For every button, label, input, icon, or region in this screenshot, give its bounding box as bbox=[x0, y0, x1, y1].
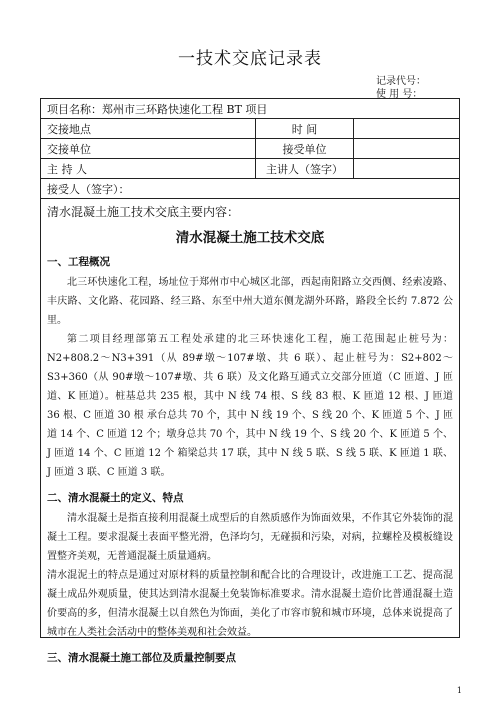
time-label: 时 间 bbox=[255, 119, 353, 138]
content-summary-label: 清水混凝土施工技术交底主要内容： bbox=[47, 205, 240, 219]
page-number: 1 bbox=[456, 686, 462, 695]
section-heading: 一、工程概况 bbox=[47, 256, 110, 268]
document-title: 一技术交底记录表 bbox=[178, 49, 322, 69]
section-paragraph: 清水混泥土的特点是通过对原材料的质量控制和配合比的合理设计，改进施工工艺、提高混凝土成品外观质量，使其达到清水混凝土免装饰标准要求。清水混凝土造价比普通混凝土造价要高的多，但清水混凝土以自然色为饰面，美化了市容市貌和城市环境，总体来说提高了城市在人类社会活动中的整体美观和社会效益。 bbox=[47, 570, 453, 638]
speaker-signature bbox=[353, 159, 459, 178]
use-number-label: 使 用 号： bbox=[376, 89, 423, 100]
record-table bbox=[40, 98, 460, 664]
receive-unit-value bbox=[353, 139, 459, 158]
time-value bbox=[353, 119, 459, 138]
project-row bbox=[41, 99, 459, 119]
record-code-label: 记录代号： bbox=[376, 76, 426, 87]
place-label: 交接地点 bbox=[47, 122, 91, 136]
host-label: 主 持 人 bbox=[47, 162, 87, 176]
speaker-label: 主讲人（签字） bbox=[255, 159, 353, 178]
place-row bbox=[41, 119, 459, 139]
receiver-row bbox=[41, 179, 459, 199]
project-name-cell: 项目名称：郑州市三环路快速化工程 BT 项目 bbox=[47, 102, 268, 116]
receive-unit-label: 接受单位 bbox=[255, 139, 353, 158]
content-heading: 清水混凝土施工技术交底 bbox=[175, 230, 325, 246]
content-body bbox=[47, 203, 453, 669]
handover-unit-label: 交接单位 bbox=[47, 142, 91, 156]
section-paragraph: 清水混凝土是指直接利用混凝土成型后的自然质感作为饰面效果，不作其它外装饰的混凝土工程。要求混凝土表面平整光滑，色泽均匀，无碰损和污染，对病，拉螺栓及模板缝设置整齐美观，无普通混凝土质量通病。 bbox=[47, 513, 453, 562]
host-row bbox=[41, 159, 459, 179]
section-paragraph: 第二项目经理部第五工程处承建的北三环快速化工程，施工范围起止桩号为：N2+808.2～N3+391（从 89#墩～107#墩、共 6 联）、起止桩号为：S2+802～S3+360（从 90#墩～107#墩、共 6 联）及文化路互通式立交部分匝道（C 匝道、J 匝道、K 匝道）。桩基总共 235 根，其中 N 线 74 根、S 线 83 根、K 匝道 12 根、J 匝道 36 根、C 匝道 30 根 承台总共 70 个，其中 N 线 19 个、S 线 20 个、K 匝道 5 个、J 匝道 14 个、C 匝道 12 个；墩身总共 70 个，其中 N 线 19 个、S 线 20 个、K 匝道 5 个、J 匝道 14 个、C 匝道 12 个 箱梁总共 17 联，其中 N 线 5 联、S 线 5 联、K 匝道 1 联、J 匝道 3 联、C 匝道 3 联。 bbox=[47, 334, 453, 478]
section-heading: 二、清水混凝土的定义、特点 bbox=[47, 492, 184, 504]
section-paragraph: 北三环快速化工程，场址位于郑州市中心城区北部，西起南阳路立交西侧、经索凌路、丰庆路、文化路、花园路、经三路、东至中州大道东侧龙湖外环路，路段全长约 7.872 公里。 bbox=[47, 277, 453, 326]
unit-row bbox=[41, 139, 459, 159]
section-heading: 三、清水混凝土施工部位及质量控制要点 bbox=[47, 652, 236, 664]
receiver-label: 接受人（签字）： bbox=[47, 182, 130, 196]
